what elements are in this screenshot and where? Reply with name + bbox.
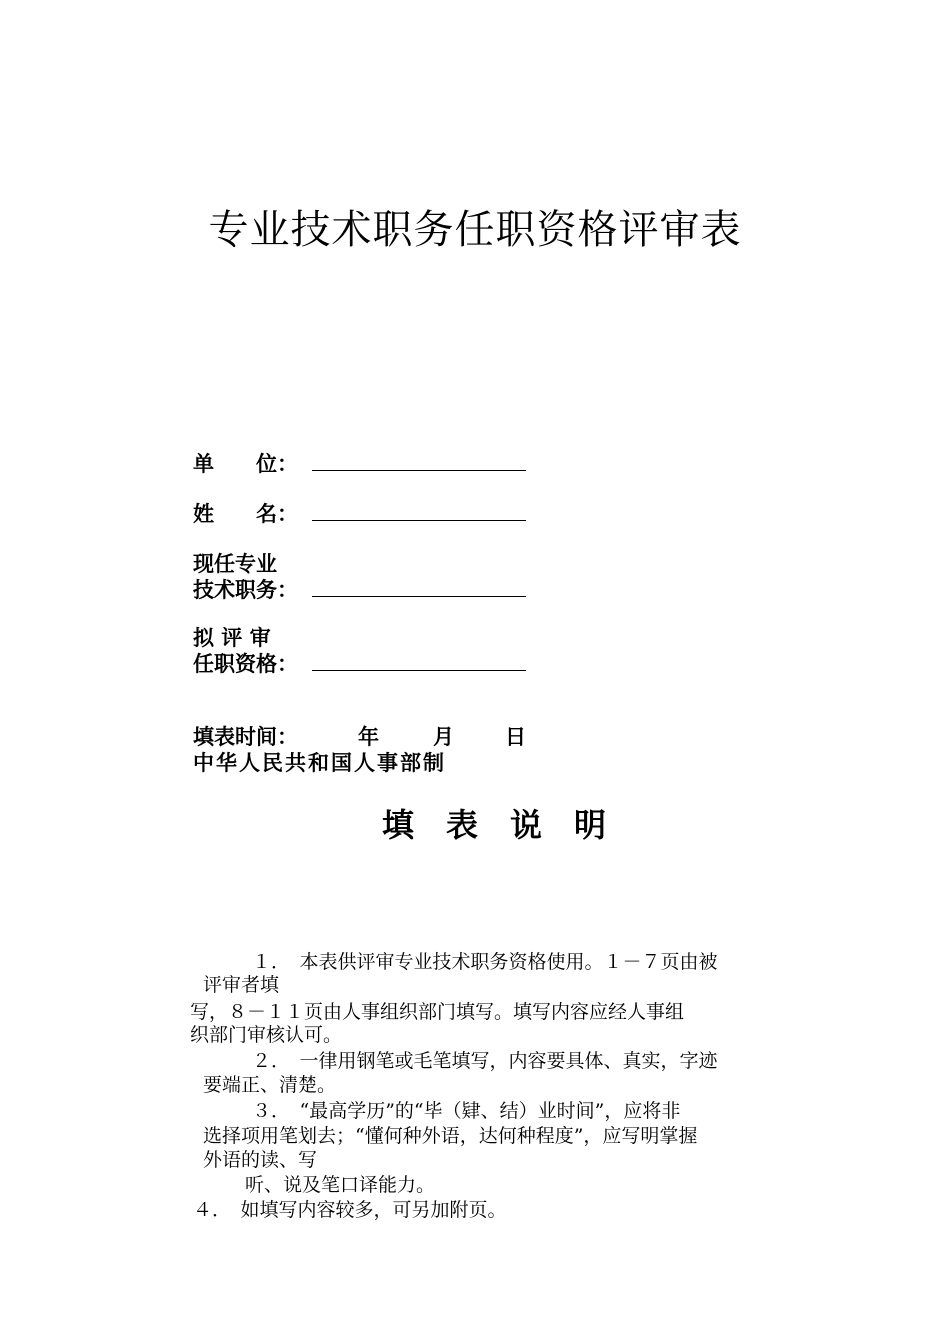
instructions-heading: 填表说明 xyxy=(381,806,638,844)
instruction-line-10: 听、说及笔口译能力。 xyxy=(245,1174,436,1196)
instruction-line-11: ４． 如填写内容较多，可另加附页。 xyxy=(193,1199,507,1221)
unit-input-line[interactable] xyxy=(312,470,526,471)
instruction-line-2: 评审者填 xyxy=(203,974,280,996)
instruction-line-9: 外语的读、写 xyxy=(203,1149,318,1171)
form-title: 专业技术职务任职资格评审表 xyxy=(208,207,742,253)
unit-label: 单 位： xyxy=(193,452,298,476)
instruction-line-5: ２． 一律用钢笔或毛笔填写，内容要具体、真实，字迹 xyxy=(252,1050,718,1072)
fill-date-day: 日 xyxy=(505,725,526,749)
instruction-line-4: 织部门审核认可。 xyxy=(190,1024,343,1046)
instruction-line-8: 选择项用笔划去；“懂何种外语，达何种程度”，应写明掌握 xyxy=(203,1125,698,1147)
current-title-input-line[interactable] xyxy=(312,596,526,597)
name-label: 姓 名： xyxy=(193,502,298,526)
proposed-qualification-input-line[interactable] xyxy=(312,670,526,671)
current-title-label-line2: 技术职务： xyxy=(193,578,298,602)
instruction-line-1: １． 本表供评审专业技术职务资格使用。１－７页由被 xyxy=(252,951,718,973)
proposed-qualification-label-line1: 拟 评 审 xyxy=(193,626,271,650)
proposed-qualification-label-line2: 任职资格： xyxy=(193,652,298,676)
fill-date-year: 年 xyxy=(358,725,379,749)
current-title-label-line1: 现任专业 xyxy=(193,552,277,576)
instruction-line-3: 写，８－１１页由人事组织部门填写。填写内容应经人事组 xyxy=(190,1001,685,1023)
fill-date-month: 月 xyxy=(433,725,454,749)
instruction-line-6: 要端正、清楚。 xyxy=(203,1074,337,1096)
name-input-line[interactable] xyxy=(312,520,526,521)
instruction-line-7: ３． “最高学历”的“毕（肄、结）业时间”，应将非 xyxy=(252,1100,681,1122)
issuer-text: 中华人民共和国人事部制 xyxy=(193,751,446,775)
fill-date-label: 填表时间： xyxy=(193,725,298,749)
